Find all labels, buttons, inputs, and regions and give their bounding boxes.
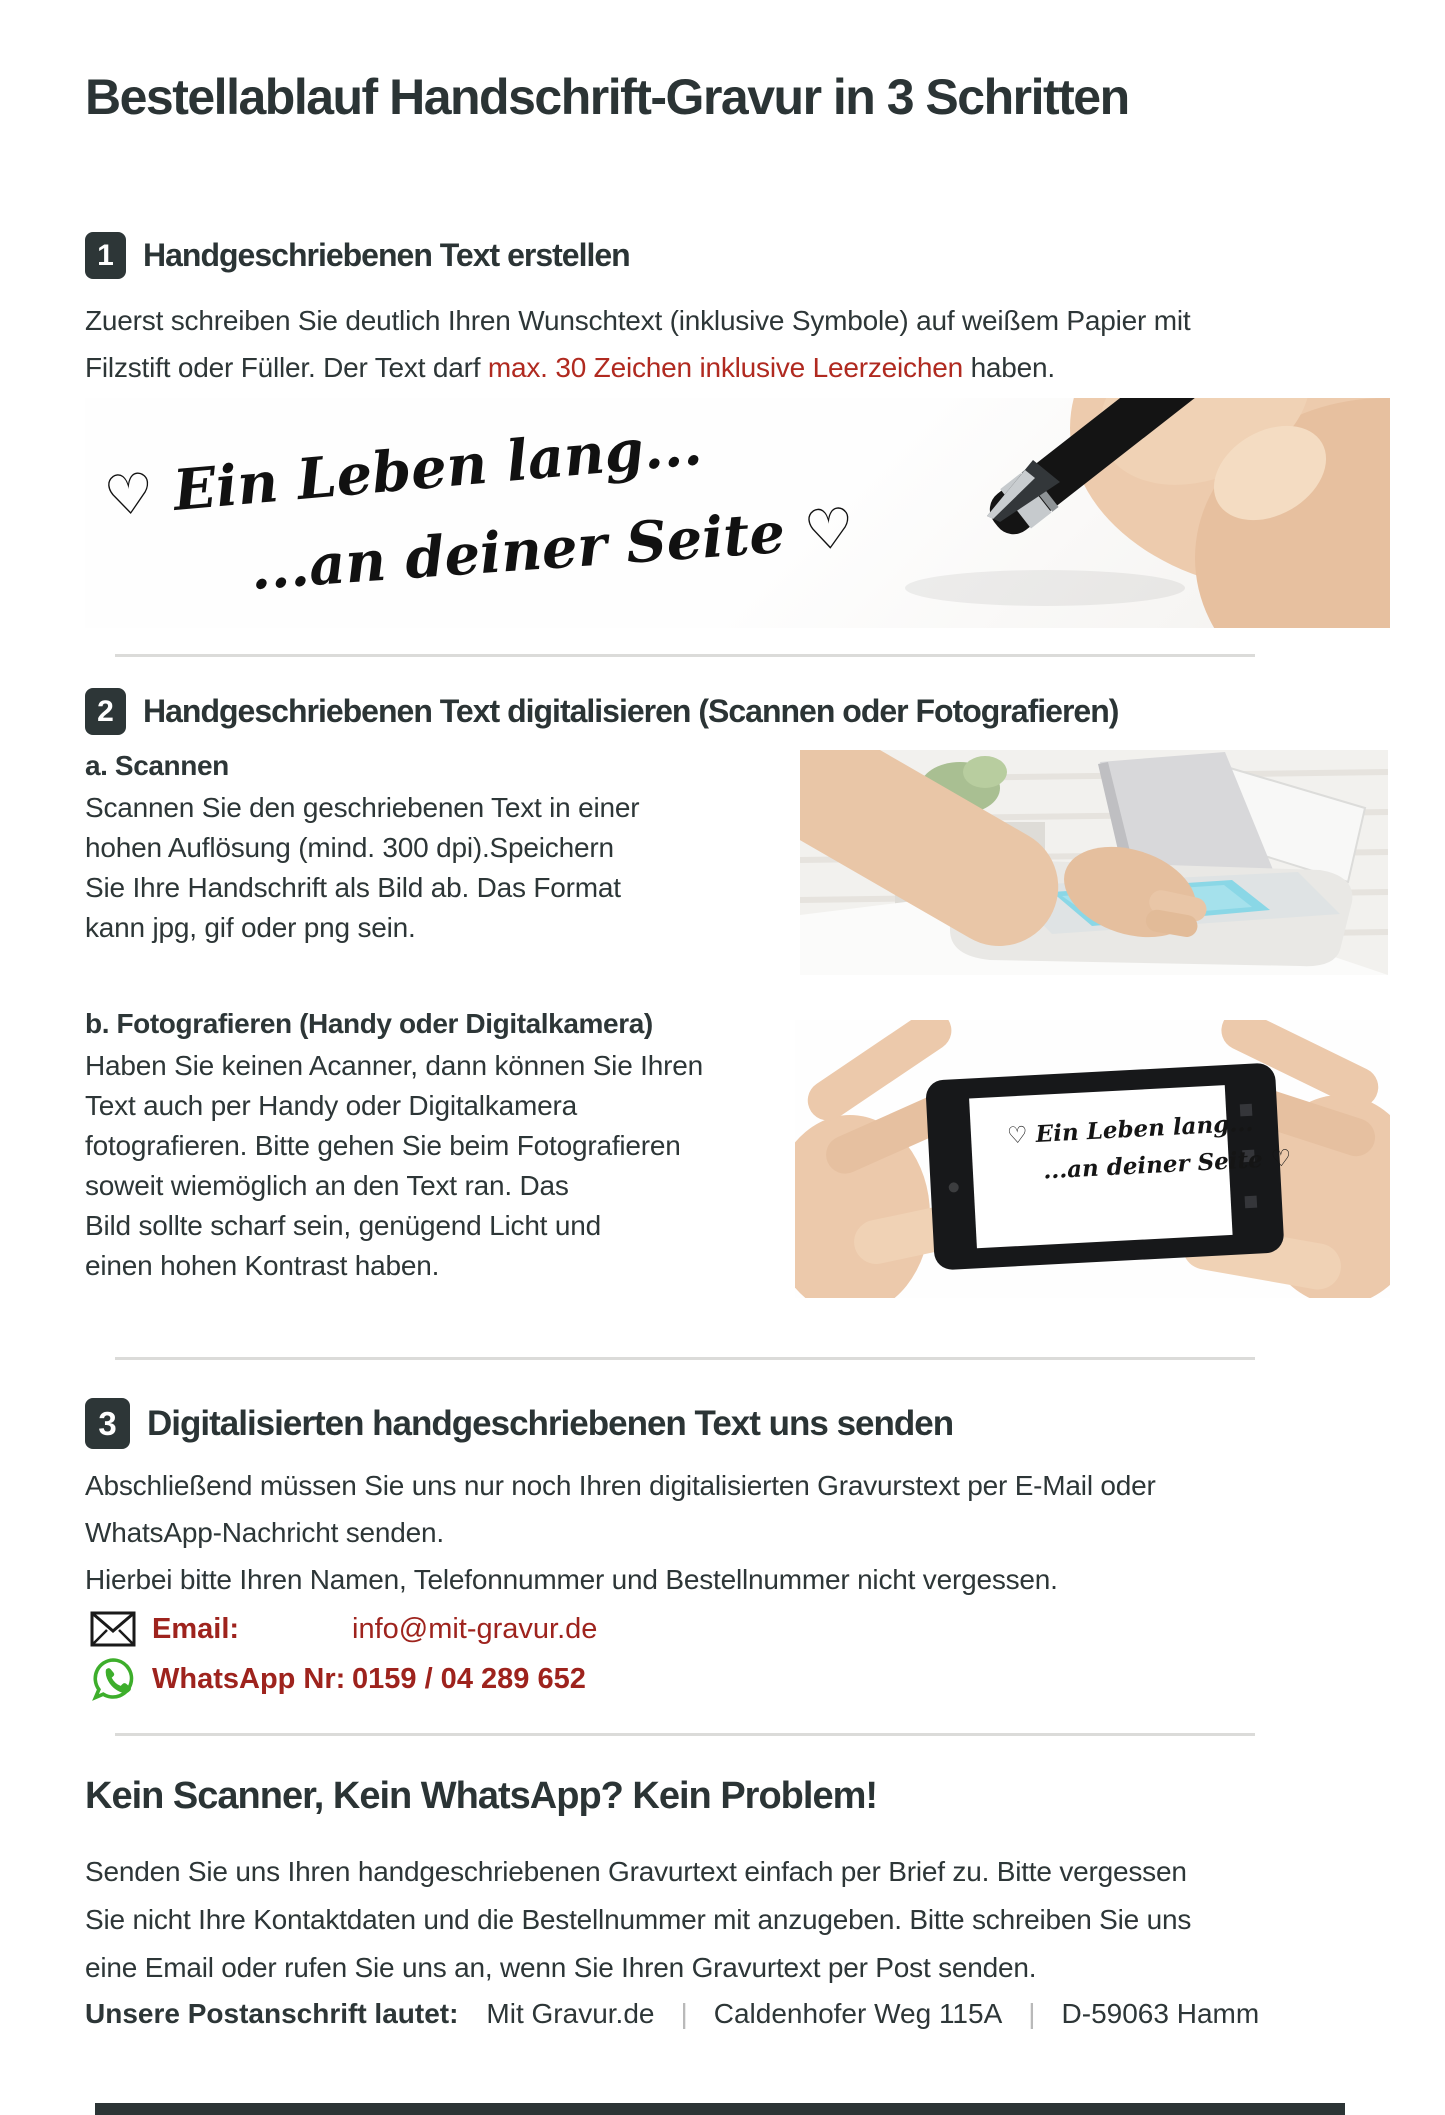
- postal-label: Unsere Postanschrift lautet:: [85, 1998, 459, 2029]
- section-divider: [115, 1733, 1255, 1736]
- handwriting-pen-photo: [85, 398, 1390, 628]
- step-2b-text-line: soweit wiemöglich an den Text ran. Das: [85, 1170, 569, 1201]
- step-2b-text-line: Bild sollte scharf sein, genügend Licht und: [85, 1210, 601, 1241]
- step-2b-paragraph: [85, 1046, 785, 1286]
- section-divider: [115, 1357, 1255, 1360]
- step-2b-block: [85, 1008, 785, 1286]
- step-2a-text-line: hohen Auflösung (mind. 300 dpi).Speichern: [85, 832, 614, 863]
- envelope-icon: [90, 1611, 152, 1647]
- handwriting-line-1: ♡ Ein Leben lang...: [101, 411, 705, 531]
- scanner-illustration: [800, 750, 1388, 975]
- no-scanner-title: Kein Scanner, Kein WhatsApp? Kein Problem!: [85, 1775, 878, 1817]
- handwriting-line-2: ...an deiner Seite ♡: [248, 494, 857, 604]
- step-2b-text-line: Text auch per Handy oder Digitalkamera: [85, 1090, 577, 1121]
- postal-street: Caldenhofer Weg 115A: [713, 1998, 1003, 2029]
- step-2-title: Handgeschriebenen Text digitalisieren (Scannen oder Fotografieren): [143, 693, 1119, 729]
- postal-separator: |: [1028, 1998, 1036, 2029]
- step-2b-text-line: fotografieren. Bitte gehen Sie beim Fotografieren: [85, 1130, 681, 1161]
- email-label: Email:: [152, 1612, 240, 1645]
- step-3-text-line: Abschließend müssen Sie uns nur noch Ihren digitalisierten Gravurstext per E-Mail oder: [85, 1470, 1156, 1501]
- email-contact-row: [90, 1604, 597, 1654]
- step-1-highlight-text: max. 30 Zeichen inklusive Leerzeichen: [487, 352, 963, 383]
- step-2a-text-line: Sie Ihre Handschrift als Bild ab. Das Format: [85, 872, 621, 903]
- step-2a-heading: a. Scannen: [85, 750, 229, 781]
- step-3-title: Digitalisierten handgeschriebenen Text uns senden: [147, 1403, 954, 1443]
- step-3-header: [85, 1398, 953, 1449]
- page-title: Bestellablauf Handschrift-Gravur in 3 Schritten: [85, 69, 1129, 125]
- step-3-text-line: WhatsApp-Nachricht senden.: [85, 1517, 444, 1548]
- step-2b-heading: b. Fotografieren (Handy oder Digitalkamera): [85, 1008, 653, 1039]
- step-2a-text-line: kann jpg, gif oder png sein.: [85, 912, 416, 943]
- step-1-text-line: Zuerst schreiben Sie deutlich Ihren Wunschtext (inklusive Symbole) auf weißem Papier mit: [85, 305, 1191, 336]
- step-2-badge: 2: [85, 688, 126, 735]
- step-1-text-segment: haben.: [962, 352, 1056, 383]
- step-2a-text-line: Scannen Sie den geschriebenen Text in einer: [85, 792, 640, 823]
- step-2b-text-line: einen hohen Kontrast haben.: [85, 1250, 440, 1281]
- whatsapp-contact-row: [90, 1654, 597, 1704]
- scanner-photo: [800, 750, 1388, 975]
- whatsapp-icon: [90, 1656, 152, 1702]
- step-2b-text-line: Haben Sie keinen Acanner, dann können Sie Ihren: [85, 1050, 703, 1081]
- whatsapp-number[interactable]: 0159 / 04 289 652: [352, 1662, 586, 1695]
- postal-separator: |: [680, 1998, 688, 2029]
- step-3-text-line: Hierbei bitte Ihren Namen, Telefonnummer und Bestellnummer nicht vergessen.: [85, 1564, 1058, 1595]
- postal-city: D-59063 Hamm: [1061, 1998, 1260, 2029]
- no-scanner-text-line: Senden Sie uns Ihren handgeschriebenen Gravurtext einfach per Brief zu. Bitte vergessen: [85, 1856, 1187, 1887]
- step-1-header: [85, 232, 630, 279]
- step-3-badge: 3: [85, 1398, 130, 1449]
- postal-company: Mit Gravur.de: [486, 1998, 655, 2029]
- whatsapp-label: WhatsApp Nr:: [152, 1662, 346, 1695]
- step-2a-paragraph: [85, 788, 765, 948]
- step-1-paragraph: [85, 297, 1190, 391]
- step-1-text-segment: Filzstift oder Füller. Der Text darf: [85, 352, 488, 383]
- step-1-title: Handgeschriebenen Text erstellen: [143, 237, 630, 273]
- step-3-paragraph: [85, 1462, 1156, 1603]
- step-2a-block: [85, 750, 765, 948]
- phone-screen-line-1: ♡ Ein Leben lang...: [1006, 1109, 1254, 1150]
- postal-address-line: [85, 1998, 1259, 2030]
- section-divider: [115, 654, 1255, 657]
- step-1-text-line: [85, 344, 1190, 391]
- email-address[interactable]: info@mit-gravur.de: [352, 1612, 598, 1645]
- step-2-header: [85, 688, 1118, 735]
- contact-list: [90, 1604, 597, 1704]
- phone-photo: [795, 1020, 1390, 1298]
- step-1-badge: 1: [85, 232, 126, 279]
- no-scanner-text-line: eine Email oder rufen Sie uns an, wenn Sie Ihren Gravurtext per Post senden.: [85, 1952, 1037, 1983]
- bottom-accent-bar: [95, 2103, 1345, 2115]
- no-scanner-text-line: Sie nicht Ihre Kontaktdaten und die Bestellnummer mit anzugeben. Bitte schreiben Sie uns: [85, 1904, 1192, 1935]
- no-scanner-paragraph: [85, 1848, 1191, 1992]
- phone-screen-line-2: ...an deiner Seite ♡: [1042, 1144, 1292, 1185]
